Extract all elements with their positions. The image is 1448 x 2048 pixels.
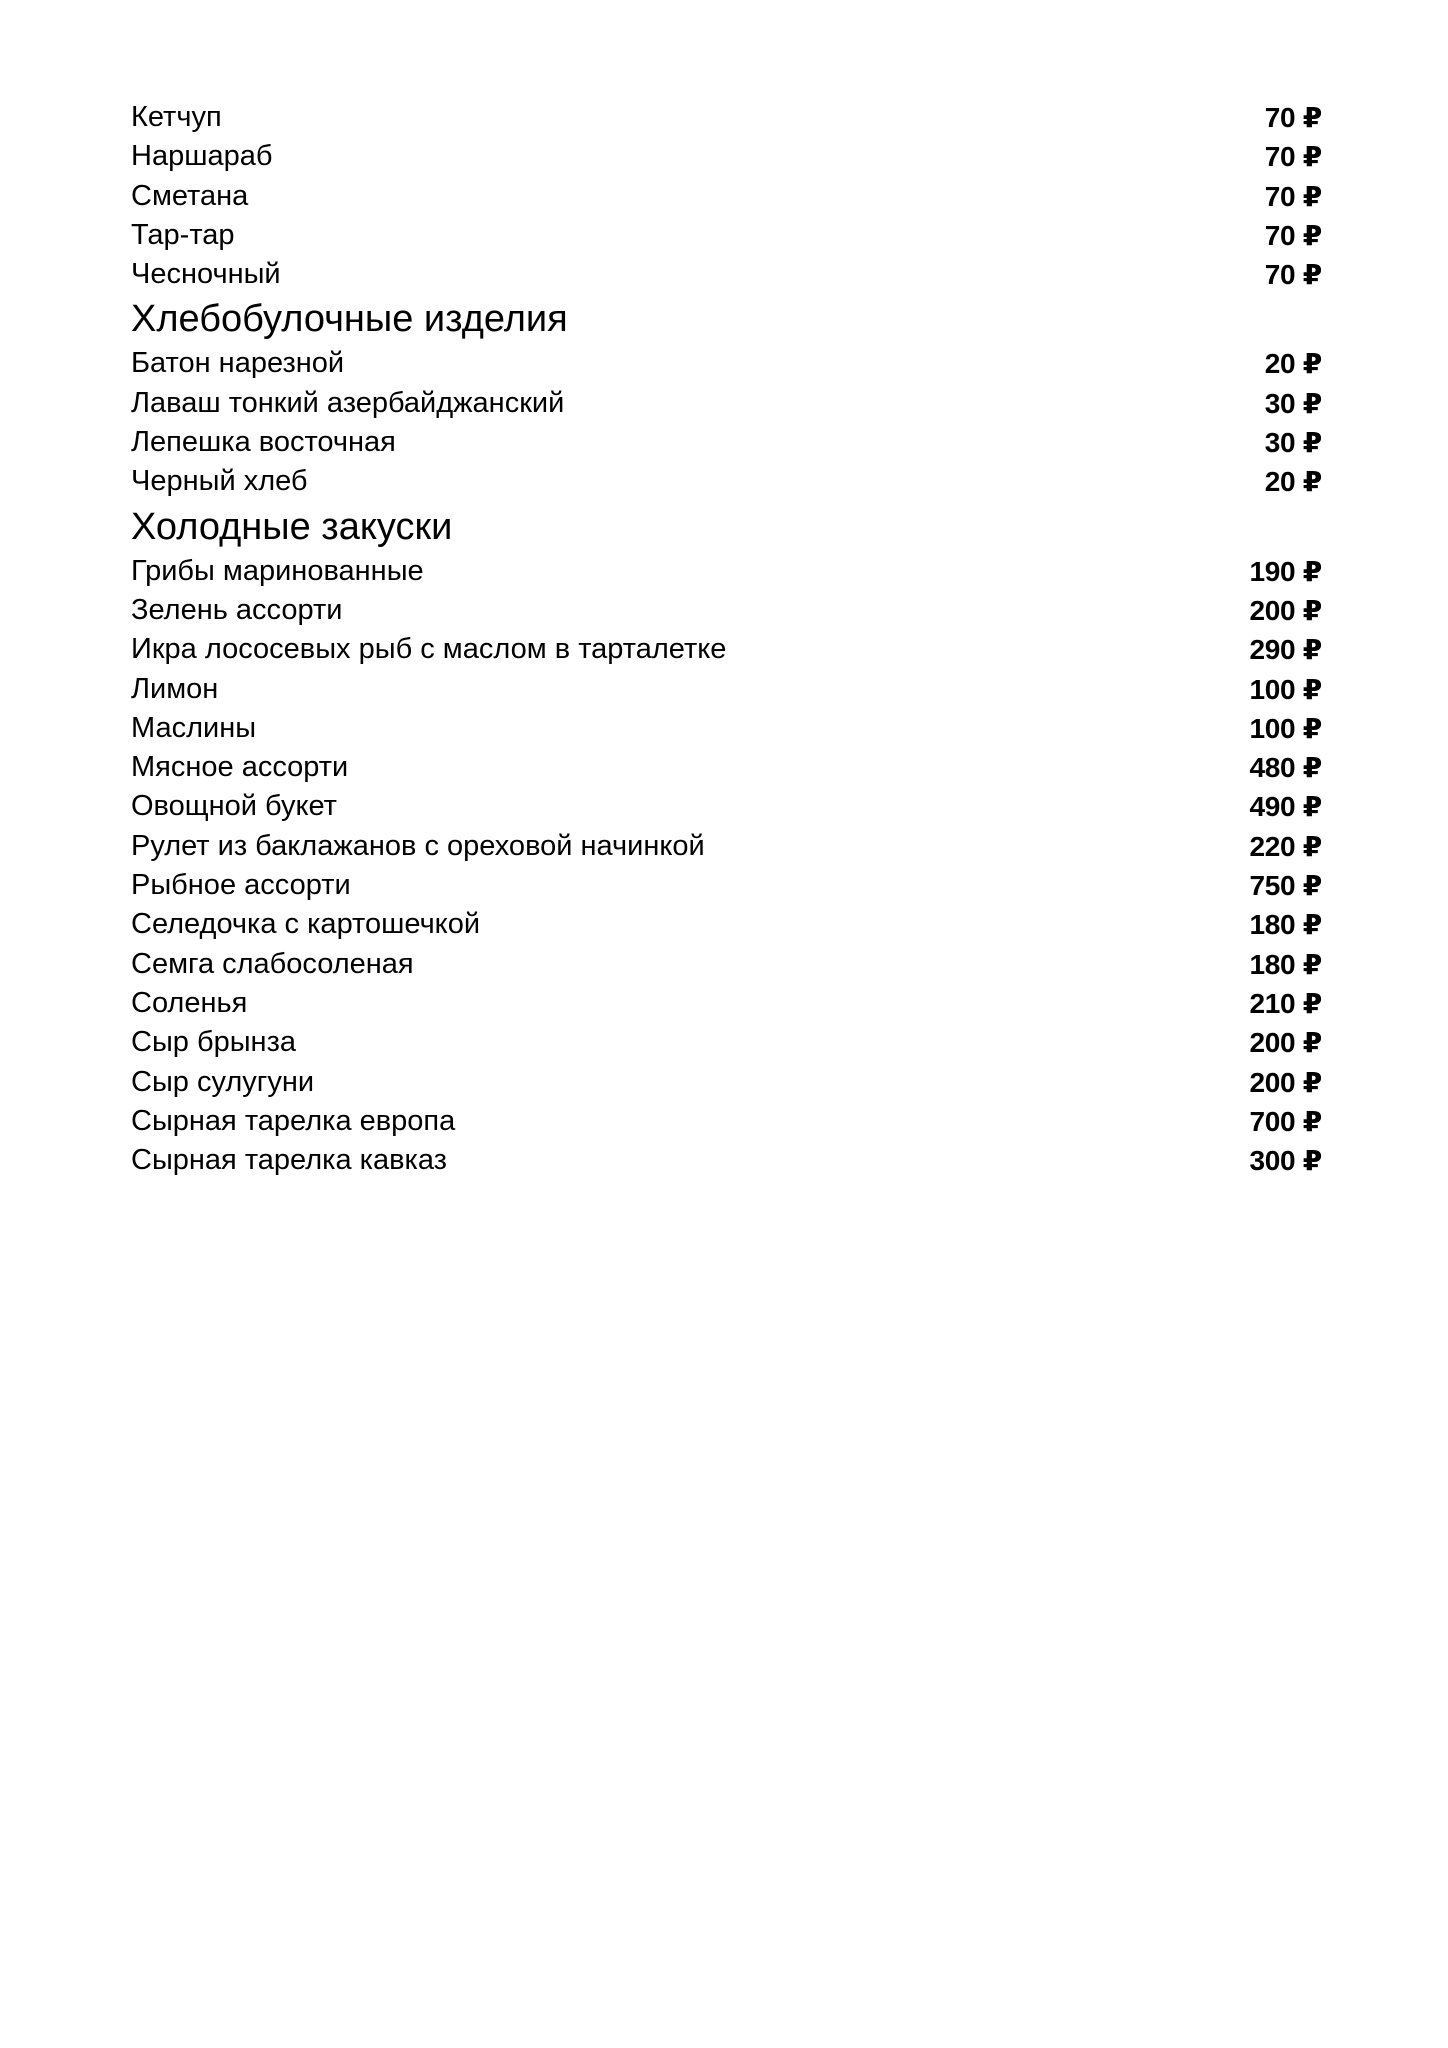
menu-item-row — [131, 866, 1322, 905]
menu-item-price: 20 ₽ — [1264, 348, 1322, 380]
menu-item-price: 20 ₽ — [1264, 466, 1322, 498]
menu-item-row — [131, 1141, 1322, 1180]
menu-item-name: Сырная тарелка европа — [131, 1104, 456, 1137]
menu-list — [131, 98, 1322, 1180]
menu-item-row — [131, 1023, 1322, 1062]
menu-item-price: 30 ₽ — [1264, 427, 1322, 459]
menu-item-price: 70 ₽ — [1264, 102, 1322, 133]
menu-item-price: 200 ₽ — [1249, 594, 1322, 626]
menu-item-name: Семга слабосоленая — [131, 947, 414, 980]
section-title: Холодные закуски — [131, 505, 453, 548]
menu-item-name: Тар-тар — [131, 218, 235, 251]
menu-item-row — [131, 177, 1322, 216]
menu-item-price: 480 ₽ — [1249, 752, 1322, 784]
menu-item-row — [131, 787, 1322, 826]
menu-item-name: Лаваш тонкий азербайджанский — [131, 386, 565, 419]
menu-item-row — [131, 827, 1322, 866]
menu-item-row — [131, 630, 1322, 669]
menu-item-name: Лепешка восточная — [131, 426, 396, 459]
menu-item-name: Овощной букет — [131, 790, 337, 823]
menu-item-row — [131, 670, 1322, 709]
menu-item-name: Сыр брынза — [131, 1026, 296, 1059]
menu-item-price: 300 ₽ — [1249, 1145, 1322, 1177]
menu-item-price: 180 ₽ — [1249, 948, 1322, 980]
menu-item-row — [131, 98, 1322, 137]
menu-item-name: Рыбное ассорти — [131, 869, 351, 902]
menu-item-row — [131, 462, 1322, 501]
menu-item-price: 750 ₽ — [1249, 870, 1322, 902]
menu-item-name: Черный хлеб — [131, 465, 308, 498]
menu-item-price: 70 ₽ — [1264, 180, 1322, 212]
menu-item-row — [131, 945, 1322, 984]
menu-item-row — [131, 748, 1322, 787]
menu-item-row — [131, 216, 1322, 255]
menu-item-row — [131, 1063, 1322, 1102]
menu-item-name: Кетчуп — [131, 101, 222, 133]
menu-item-name: Маслины — [131, 711, 257, 744]
section-title: Хлебобулочные изделия — [131, 298, 568, 341]
menu-item-price: 190 ₽ — [1249, 555, 1322, 587]
menu-item-name: Рулет из баклажанов с ореховой начинкой — [131, 829, 705, 862]
menu-item-row — [131, 591, 1322, 630]
menu-item-price: 100 ₽ — [1249, 712, 1322, 744]
menu-item-price: 30 ₽ — [1264, 387, 1322, 419]
menu-item-price: 70 ₽ — [1264, 141, 1322, 173]
menu-item-price: 100 ₽ — [1249, 673, 1322, 705]
menu-item-row — [131, 137, 1322, 176]
menu-item-name: Зелень ассорти — [131, 593, 343, 626]
menu-item-name: Соленья — [131, 986, 248, 1019]
menu-item-price: 70 ₽ — [1264, 219, 1322, 251]
menu-item-price: 70 ₽ — [1264, 259, 1322, 291]
menu-item-name: Селедочка с картошечкой — [131, 908, 481, 941]
menu-item-row — [131, 423, 1322, 462]
menu-item-name: Сметана — [131, 179, 249, 212]
menu-item-row — [131, 905, 1322, 944]
menu-item-price: 290 ₽ — [1249, 634, 1322, 666]
menu-item-name: Сырная тарелка кавказ — [131, 1144, 447, 1177]
menu-item-name: Грибы маринованные — [131, 554, 424, 587]
menu-item-name: Сыр сулугуни — [131, 1065, 315, 1098]
menu-item-price: 220 ₽ — [1249, 830, 1322, 862]
menu-item-row — [131, 384, 1322, 423]
menu-item-row — [131, 255, 1322, 294]
menu-item-price: 210 ₽ — [1249, 987, 1322, 1019]
menu-item-row — [131, 984, 1322, 1023]
menu-item-row — [131, 709, 1322, 748]
menu-item-row — [131, 344, 1322, 383]
menu-item-name: Икра лососевых рыб с маслом в тарталетке — [131, 633, 727, 666]
menu-item-price: 180 ₽ — [1249, 909, 1322, 941]
menu-item-price: 200 ₽ — [1249, 1027, 1322, 1059]
menu-item-name: Наршараб — [131, 140, 273, 173]
menu-item-name: Лимон — [131, 672, 219, 705]
menu-item-name: Чесночный — [131, 258, 281, 291]
menu-item-price: 490 ₽ — [1249, 791, 1322, 823]
menu-item-row — [131, 552, 1322, 591]
menu-item-price: 200 ₽ — [1249, 1066, 1322, 1098]
menu-item-name: Мясное ассорти — [131, 751, 349, 784]
menu-item-row — [131, 1102, 1322, 1141]
menu-item-price: 700 ₽ — [1249, 1105, 1322, 1137]
menu-item-name: Батон нарезной — [131, 347, 345, 380]
